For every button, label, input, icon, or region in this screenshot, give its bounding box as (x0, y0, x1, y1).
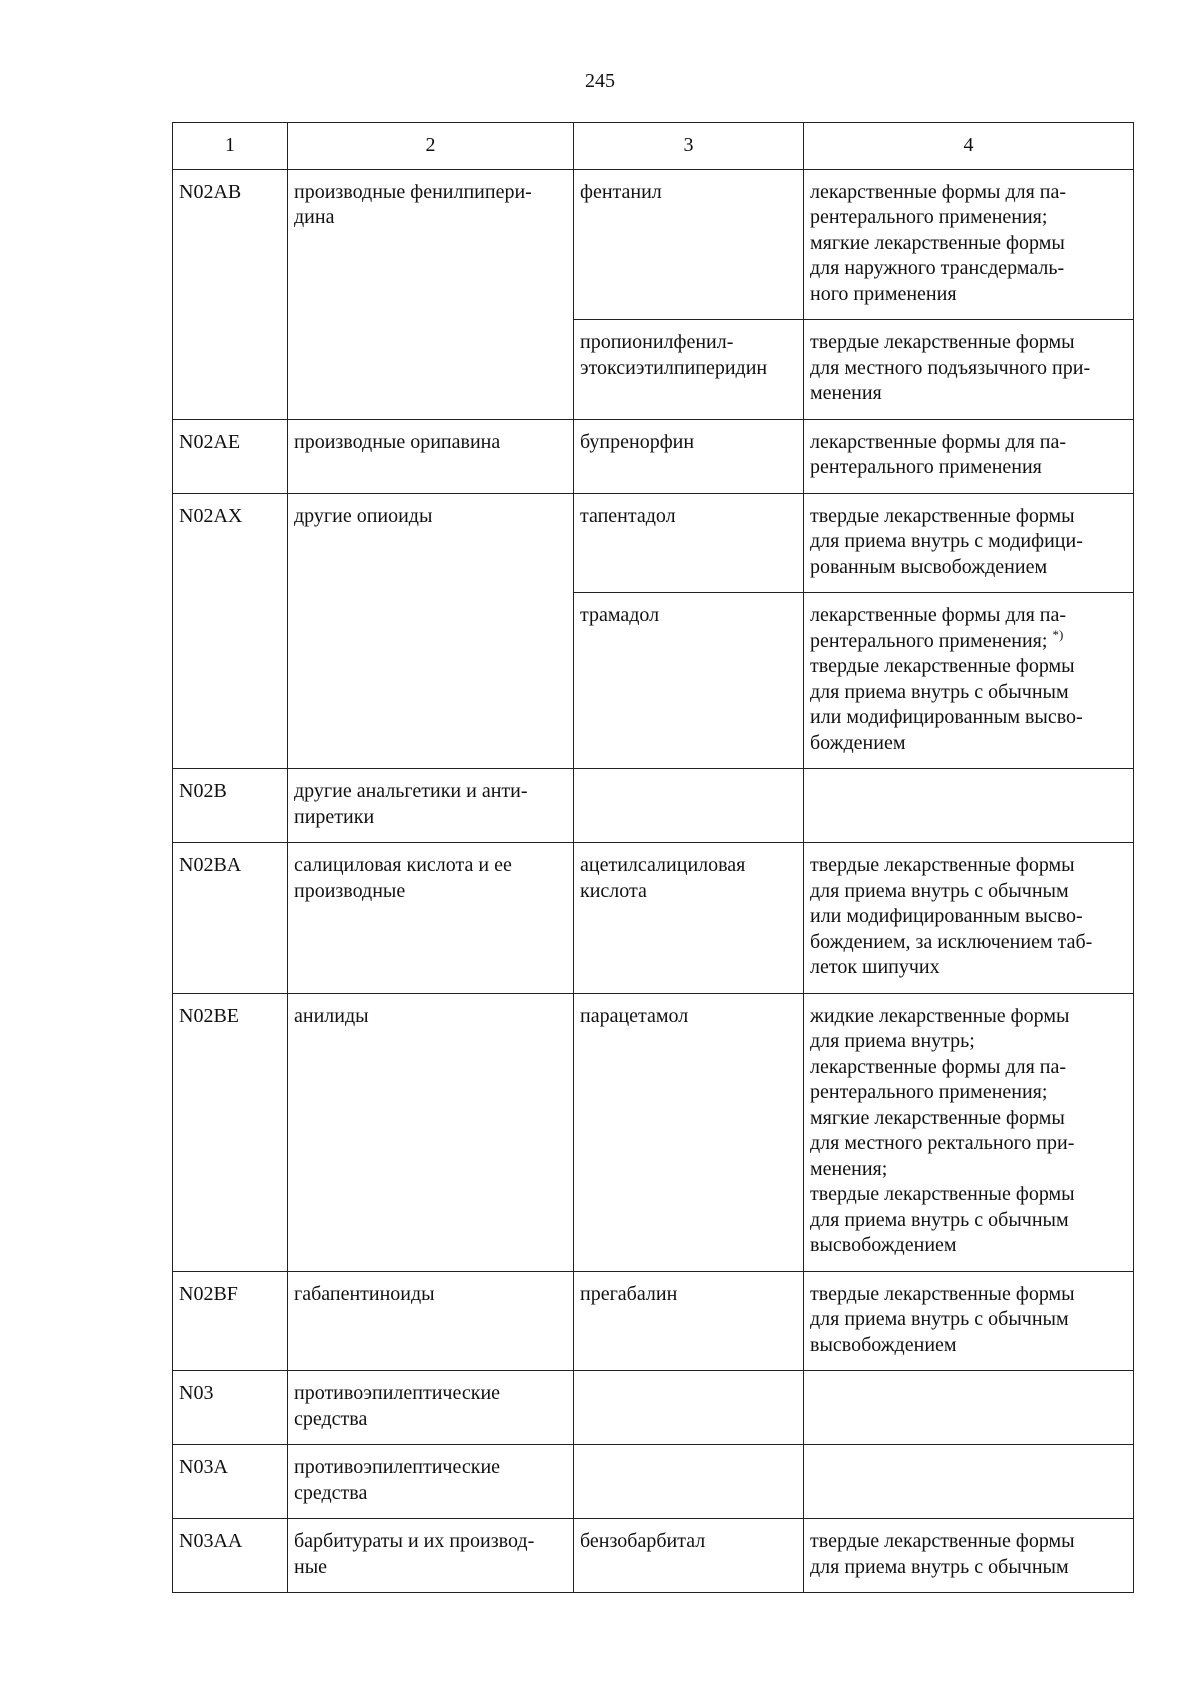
forms-line: мягкие лекарственные формы (810, 1106, 1065, 1129)
group-line: габапентиноиды (294, 1282, 435, 1305)
drug-cell (574, 593, 804, 769)
table-row (173, 169, 1134, 320)
drug-line: кислота (580, 879, 647, 902)
drug-line: тапентадол (580, 504, 676, 527)
group-line: дина (294, 206, 335, 228)
group-cell (288, 1519, 574, 1593)
group-line: барбитураты и их производ- (294, 1530, 535, 1552)
forms-line: твердые лекарственные формы (810, 1530, 1075, 1552)
table-row (173, 993, 1134, 1271)
forms-line: менения (810, 382, 882, 404)
forms-line: бождением (810, 731, 906, 754)
header-col-2: 2 (288, 123, 574, 170)
table-row (173, 419, 1134, 493)
forms-line: или модифицированным высво- (810, 706, 1083, 728)
forms-line: для наружного трансдермаль- (810, 257, 1065, 279)
forms-line-text: рентерального применения; (810, 629, 1048, 652)
group-cell (288, 1445, 574, 1519)
drug-cell (574, 169, 804, 320)
atc-code-cell: N02AX (173, 493, 288, 769)
group-line: салициловая кислота и ее (294, 854, 512, 876)
drug-cell (574, 769, 804, 843)
atc-code-cell: N02B (173, 769, 288, 843)
forms-line: рентерального применения (810, 456, 1042, 478)
drug-line: прегабалин (580, 1282, 678, 1305)
forms-line: для приема внутрь с модифици- (810, 530, 1083, 552)
table-row (173, 843, 1134, 994)
forms-line: для приема внутрь с обычным (810, 879, 1069, 902)
group-cell (288, 843, 574, 994)
forms-line: бождением, за исключением таб- (810, 930, 1093, 953)
table-row (173, 493, 1134, 593)
drug-line: ацетилсалициловая (580, 854, 746, 876)
forms-cell (804, 419, 1134, 493)
table-row (173, 1519, 1134, 1593)
header-col-1: 1 (173, 123, 288, 170)
table-row (173, 1271, 1134, 1371)
atc-code-cell: N03 (173, 1371, 288, 1445)
atc-code-cell: N03AA (173, 1519, 288, 1593)
atc-code-cell: N02BE (173, 993, 288, 1271)
forms-line: лекарственные формы для па- (810, 1055, 1067, 1078)
atc-code-cell: N03A (173, 1445, 288, 1519)
forms-line: рентерального применения; (810, 1081, 1048, 1103)
forms-line: ного применения (810, 282, 957, 305)
group-line: другие анальгетики и анти- (294, 780, 528, 802)
forms-cell (804, 169, 1134, 320)
forms-line: для приема внутрь; (810, 1030, 975, 1052)
drug-line: парацетамол (580, 1004, 689, 1027)
drug-line: этоксиэтилпиперидин (580, 356, 768, 379)
forms-line: лекарственные формы для па- (810, 180, 1067, 203)
header-col-3: 3 (574, 123, 804, 170)
group-line: производные фенилпипери- (294, 180, 532, 203)
group-line: средства (294, 1481, 368, 1504)
table-header-row (173, 123, 1134, 170)
header-col-4: 4 (804, 123, 1134, 170)
table-row (173, 769, 1134, 843)
forms-line: для местного ректального при- (810, 1132, 1075, 1154)
group-line: противоэпилептические (294, 1382, 501, 1404)
drug-line: фентанил (580, 180, 662, 203)
forms-cell (804, 1445, 1134, 1519)
forms-line: высвобождением (810, 1234, 957, 1256)
drug-cell (574, 1371, 804, 1445)
group-cell (288, 1271, 574, 1371)
forms-cell (804, 1371, 1134, 1445)
forms-cell (804, 769, 1134, 843)
drug-cell (574, 493, 804, 593)
atc-code-cell: N02BF (173, 1271, 288, 1371)
group-line: производные орипавина (294, 430, 501, 453)
forms-line: для приема внутрь с обычным (810, 1308, 1069, 1330)
drug-line: бупренорфин (580, 430, 695, 453)
drug-cell (574, 419, 804, 493)
forms-cell (804, 1519, 1134, 1593)
forms-line: рентерального применения; (810, 206, 1048, 228)
drug-cell (574, 993, 804, 1271)
forms-line: леток шипучих (810, 956, 940, 978)
forms-line: для приема внутрь с обычным (810, 1208, 1069, 1231)
forms-line: жидкие лекарственные формы (810, 1004, 1070, 1027)
forms-line: менения; (810, 1157, 888, 1180)
forms-cell (804, 1271, 1134, 1371)
group-cell (288, 769, 574, 843)
forms-line: для приема внутрь с обычным (810, 680, 1069, 703)
group-line: противоэпилептические (294, 1456, 501, 1478)
forms-line: или модифицированным высво- (810, 905, 1083, 927)
forms-line: твердые лекарственные формы (810, 1183, 1075, 1205)
group-line: средства (294, 1407, 368, 1430)
forms-line: рованным высвобождением (810, 555, 1048, 578)
forms-line: твердые лекарственные формы (810, 1282, 1075, 1305)
forms-cell (804, 843, 1134, 994)
atc-code-cell: N02BA (173, 843, 288, 994)
group-cell (288, 169, 574, 419)
atc-code-cell: N02AB (173, 169, 288, 419)
drug-cell (574, 320, 804, 420)
forms-line: твердые лекарственные формы (810, 655, 1075, 677)
drug-line: трамадол (580, 604, 660, 626)
group-cell (288, 1371, 574, 1445)
drug-list-table (172, 122, 1134, 1593)
forms-line: лекарственные формы для па- (810, 604, 1067, 626)
group-line: пиретики (294, 805, 375, 828)
forms-cell (804, 320, 1134, 420)
forms-line: лекарственные формы для па- (810, 430, 1067, 453)
forms-cell (804, 993, 1134, 1271)
group-cell (288, 493, 574, 769)
group-line: анилиды (294, 1004, 369, 1027)
drug-cell (574, 1519, 804, 1593)
forms-line: твердые лекарственные формы (810, 854, 1075, 876)
table-row (173, 1445, 1134, 1519)
page-number: 245 (585, 70, 615, 92)
group-line: ные (294, 1555, 328, 1578)
group-cell (288, 419, 574, 493)
group-line: производные (294, 879, 406, 902)
drug-cell (574, 843, 804, 994)
forms-line: твердые лекарственные формы (810, 331, 1075, 353)
table-row (173, 1371, 1134, 1445)
forms-line: твердые лекарственные формы (810, 504, 1075, 527)
drug-cell (574, 1271, 804, 1371)
forms-cell (804, 493, 1134, 593)
footnote-mark: *) (1052, 626, 1064, 642)
drug-line: бензобарбитал (580, 1530, 706, 1552)
forms-line: для приема внутрь с обычным (810, 1555, 1069, 1578)
drug-line: пропионилфенил- (580, 331, 734, 353)
atc-code-cell: N02AE (173, 419, 288, 493)
group-cell (288, 993, 574, 1271)
drug-cell (574, 1445, 804, 1519)
group-line: другие опиоиды (294, 504, 433, 527)
forms-cell (804, 593, 1134, 769)
forms-line: для местного подъязычного при- (810, 356, 1091, 379)
forms-line (810, 626, 1127, 655)
forms-line: высвобождением (810, 1333, 957, 1356)
forms-line: мягкие лекарственные формы (810, 231, 1065, 254)
